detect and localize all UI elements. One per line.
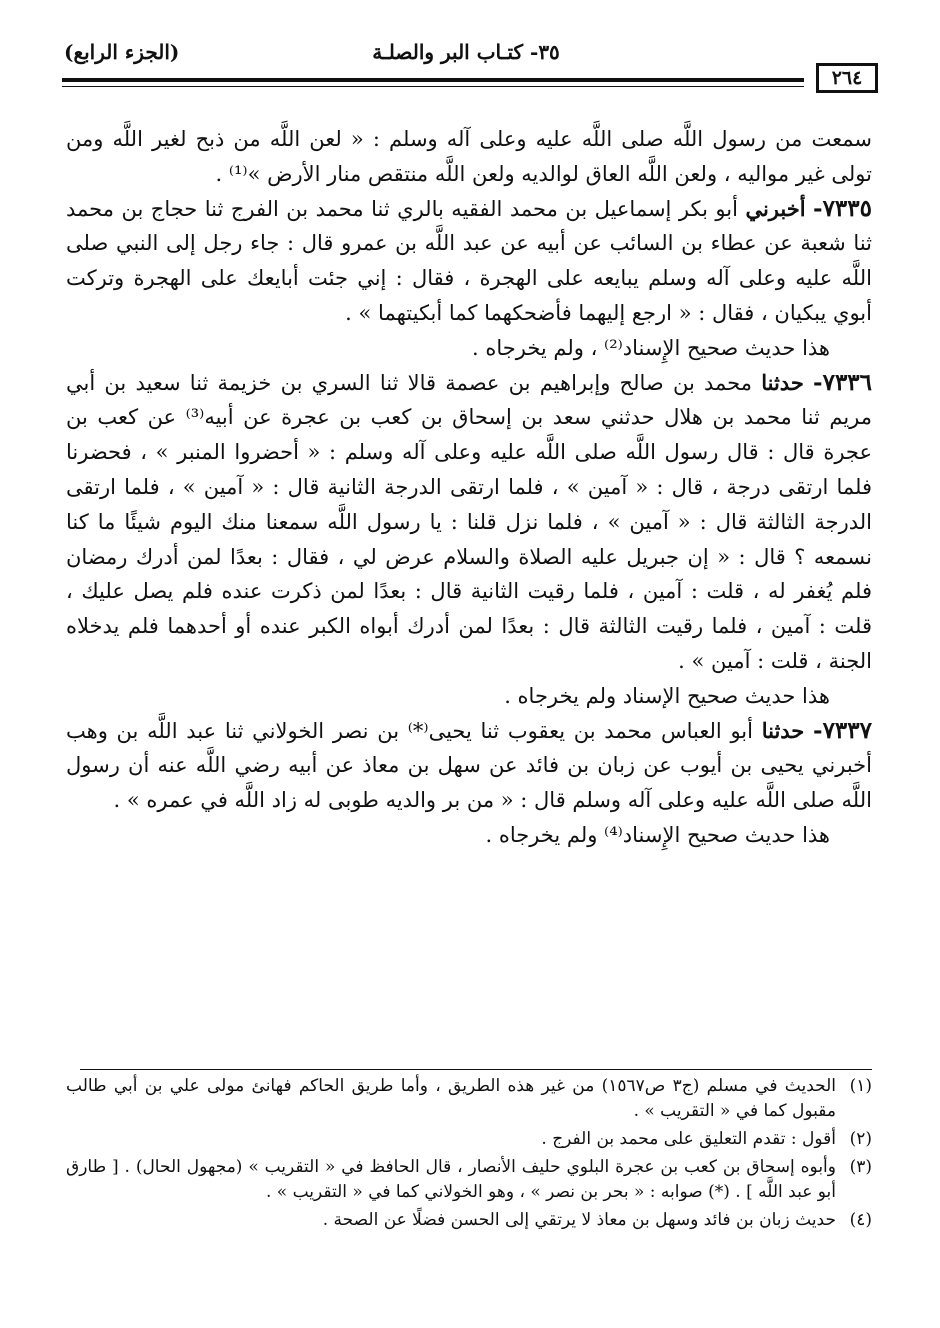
page-number-box: ٢٦٤: [816, 63, 878, 93]
footnote-3: [66, 1155, 872, 1205]
footnote-text: الحديث في مسلم (ج٣ ص١٥٦٧) من غير هذه الطريق ، وأما طريق الحاكم فهانئ مولى علي بن أبي طالب مقبول كما في « التقريب » .: [66, 1076, 836, 1121]
hadith-number: ٧٣٣٦-: [813, 368, 873, 396]
footnote-number: (٤): [849, 1210, 872, 1230]
footnote-number: (١): [849, 1076, 872, 1096]
chapter-title: ٣٥- كتـاب البر والصلـة: [372, 40, 560, 64]
header-rule-thick: [62, 78, 804, 82]
footnote-2: [66, 1127, 872, 1152]
hadith-verdict: هذا حديث صحيح الإِسناد⁽⁴⁾ ولم يخرجاه .: [485, 822, 830, 847]
header-rule-thin: [62, 86, 804, 87]
hadith-text: محمد بن صالح وإبراهيم بن عصمة قالا ثنا السري بن خزيمة ثنا سعيد بن أبي مريم ثنا محمد بن هلال حدثني سعد بن إسحاق بن كعب بن عجرة عن أبيه⁽³⁾ عن كعب بن عجرة قال : قال رسول اللَّه صلى اللَّه عليه وعلى آله وسلم : « أحضروا المنبر » ، فحضرنا فلما ارتقى درجة ، قال : « آمين » ، فلما ارتقى الدرجة الثانية قال : « آمين » ، فلما ارتقى الدرجة الثالثة قال : « آمين » ، فلما نزل قلنا : يا رسول اللَّه سمعنا منك اليوم شيئًا ما كنا نسمعه ؟ قال : « إن جبريل عليه الصلاة والسلام عرض لي ، فقال : بعدًا لمن أدرك رمضان فلم يُغفر له ، قلت : آمين ، فلما رقيت الثانية قال : بعدًا لمن ذكرت عنده فلم يصل عليك ، قلت : آمين ، فلما رقيت الثالثة قال : بعدًا لمن أدرك أبواه الكبر عنده أو أحدهما فلم يدخلاه الجنة ، قلت : آمين » .: [66, 370, 872, 673]
hadith-text: أبو العباس محمد بن يعقوب ثنا يحيى⁽*⁾ بن نصر الخولاني ثنا عبد اللَّه بن وهب أخبرني يحيى بن أيوب عن زبان بن فائد عن سهل بن معاذ عن أبيه رضي اللَّه عنه أن رسول اللَّه صلى اللَّه عليه وعلى آله وسلم قال : « من بر والديه طوبى له زاد اللَّه في عمره » .: [66, 718, 872, 813]
hadith-lead: حدثنا: [761, 717, 805, 743]
hadith-7337: [66, 714, 872, 818]
part-label: (الجزء الرابع): [64, 40, 180, 64]
hadith-lead: حدثنا: [761, 369, 804, 395]
hadith-text: أبو بكر إسماعيل بن محمد الفقيه بالري ثنا محمد بن الفرج ثنا حجاج بن محمد ثنا شعبة عن عطاء بن السائب عن أبيه عن عبد اللَّه بن عمرو قال : جاء رجل إلى النبي صلى اللَّه عليه وعلى آله وسلم يبايعه على الهجرة ، فقال : إني جئت أبايعك على الهجرة وتركت أبوي يبكيان ، فقال : « ارجع إليهما فأضحكهما كما أبكيتهما » .: [66, 196, 872, 325]
footnote-number: (٢): [849, 1129, 872, 1149]
footnote-1: [66, 1074, 872, 1124]
hadith-verdict: هذا حديث صحيح الإِسناد⁽²⁾ ، ولم يخرجاه .: [472, 335, 830, 360]
hadith-lead: أخبرني: [745, 195, 806, 221]
footnote-text: وأبوه إسحاق بن كعب بن عجرة البلوي حليف الأنصار ، قال الحافظ في « التقريب » (مجهول الحال) . [ طارق أبو عبد اللَّه ] . (*) صوابه : « بحر بن نصر » ، وهو الخولاني كما في « التقريب » .: [66, 1157, 836, 1202]
footnotes: [66, 1074, 872, 1236]
hadith-number: ٧٣٣٧-: [813, 716, 872, 744]
running-header: [62, 40, 870, 74]
hadith-7336: [66, 366, 872, 679]
paragraph-continuation: سمعت من رسول اللَّه صلى اللَّه عليه وعلى آله وسلم : « لعن اللَّه من ذبح لغير اللَّه ومن تولى غير مواليه ، ولعن اللَّه العاق لوالديه ولعن اللَّه منتقص منار الأرض »⁽¹⁾ .: [66, 127, 872, 186]
hadith-7335: [66, 192, 872, 331]
main-text: [66, 122, 872, 853]
footnote-text: حديث زبان بن فائد وسهل بن معاذ لا يرتقي إلى الحسن فضلًا عن الصحة .: [322, 1210, 836, 1230]
footnote-number: (٣): [849, 1157, 872, 1177]
footnote-4: [66, 1208, 872, 1233]
footnote-text: أقول : تقدم التعليق على محمد بن الفرج .: [541, 1129, 836, 1149]
footnote-rule: [80, 1069, 872, 1070]
hadith-verdict: هذا حديث صحيح الإسناد ولم يخرجاه .: [504, 683, 830, 708]
hadith-number: ٧٣٣٥-: [813, 194, 872, 222]
